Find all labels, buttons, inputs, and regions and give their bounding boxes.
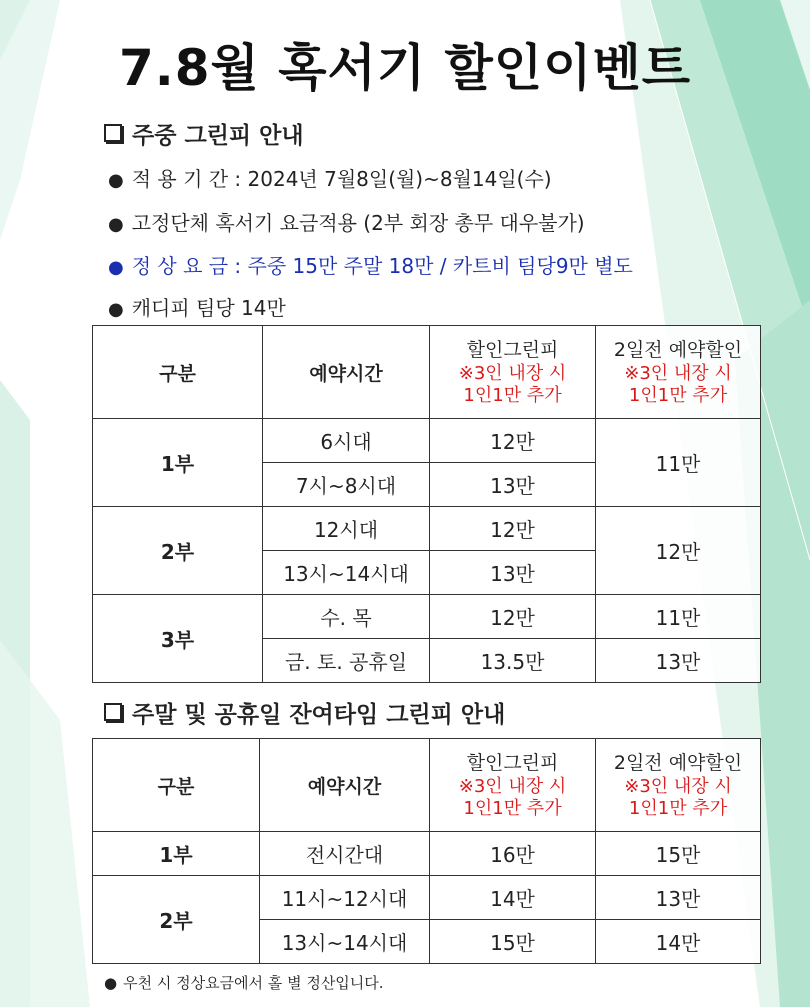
weekday-fee-table <box>92 325 761 683</box>
header-discount: 할인그린피 ※3인 내장 시 1인1만 추가 <box>430 739 596 832</box>
early-cell: 12만 <box>596 507 761 595</box>
group-cell: 2부 <box>93 507 263 595</box>
early-cell: 15만 <box>596 832 761 876</box>
discount-cell: 12만 <box>430 595 596 639</box>
discount-cell: 13만 <box>430 551 596 595</box>
page-title: 7.8월 혹서기 할인이벤트 <box>118 39 692 97</box>
table-row <box>93 507 761 551</box>
header-division: 구분 <box>93 739 260 832</box>
discount-cell: 13.5만 <box>430 639 596 683</box>
bullet-period: ● 적 용 기 간 : 2024년 7월8일(월)~8월14일(수) <box>108 167 552 191</box>
time-cell: 6시대 <box>263 419 430 463</box>
header-early-note: ※3인 내장 시 1인1만 추가 <box>624 776 732 819</box>
bullet-icon: ● <box>104 974 118 992</box>
table-row <box>93 419 761 463</box>
table-header-row <box>93 739 761 832</box>
group-cell: 3부 <box>93 595 263 683</box>
bullet-caddie-fee: ● 캐디피 팀당 14만 <box>108 296 286 320</box>
group-cell: 2부 <box>93 876 260 964</box>
early-cell: 13만 <box>596 876 761 920</box>
discount-cell: 12만 <box>430 507 596 551</box>
discount-cell: 12만 <box>430 419 596 463</box>
time-cell: 11시~12시대 <box>260 876 430 920</box>
table-row <box>93 876 761 920</box>
bullet-group-rate: ● 고정단체 혹서기 요금적용 (2부 회장 총무 대우불가) <box>108 211 585 235</box>
early-cell: 13만 <box>596 639 761 683</box>
weekend-fee-table <box>92 738 761 964</box>
early-cell: 11만 <box>596 419 761 507</box>
section-heading-weekday: 주중 그린피 안내 <box>104 117 304 150</box>
table-row <box>93 832 761 876</box>
header-early: 2일전 예약할인 ※3인 내장 시 1인1만 추가 <box>596 326 761 419</box>
bullet-icon: ● <box>108 214 124 235</box>
header-early-note: ※3인 내장 시 1인1만 추가 <box>624 363 732 406</box>
checkbox-icon <box>104 703 122 721</box>
header-discount-note: ※3인 내장 시 1인1만 추가 <box>458 776 567 819</box>
bullet-icon: ● <box>108 299 124 320</box>
time-cell: 수. 목 <box>263 595 430 639</box>
discount-cell: 15만 <box>430 920 596 964</box>
header-early: 2일전 예약할인 ※3인 내장 시 1인1만 추가 <box>596 739 761 832</box>
time-cell: 금. 토. 공휴일 <box>263 639 430 683</box>
discount-cell: 14만 <box>430 876 596 920</box>
checkbox-icon <box>104 124 122 142</box>
header-discount: 할인그린피 ※3인 내장 시 1인1만 추가 <box>430 326 596 419</box>
table-header-row <box>93 326 761 419</box>
group-cell: 1부 <box>93 419 263 507</box>
group-cell: 1부 <box>93 832 260 876</box>
footnote: ● 우천 시 정상요금에서 홀 별 정산입니다. <box>104 974 384 992</box>
header-division: 구분 <box>93 326 263 419</box>
time-cell: 전시간대 <box>260 832 430 876</box>
early-cell: 14만 <box>596 920 761 964</box>
table-row <box>93 595 761 639</box>
discount-cell: 13만 <box>430 463 596 507</box>
section-heading-weekend: 주말 및 공휴일 잔여타임 그린피 안내 <box>104 696 505 729</box>
discount-cell: 16만 <box>430 832 596 876</box>
bullet-icon: ● <box>108 257 124 278</box>
header-time: 예약시간 <box>260 739 430 832</box>
early-cell: 11만 <box>596 595 761 639</box>
header-time: 예약시간 <box>263 326 430 419</box>
time-cell: 13시~14시대 <box>263 551 430 595</box>
time-cell: 13시~14시대 <box>260 920 430 964</box>
bullet-normal-rate: ● 정 상 요 금 : 주중 15만 주말 18만 / 카트비 팀당9만 별도 <box>108 254 633 278</box>
header-discount-note: ※3인 내장 시 1인1만 추가 <box>458 363 567 406</box>
time-cell: 7시~8시대 <box>263 463 430 507</box>
bullet-icon: ● <box>108 170 124 191</box>
time-cell: 12시대 <box>263 507 430 551</box>
